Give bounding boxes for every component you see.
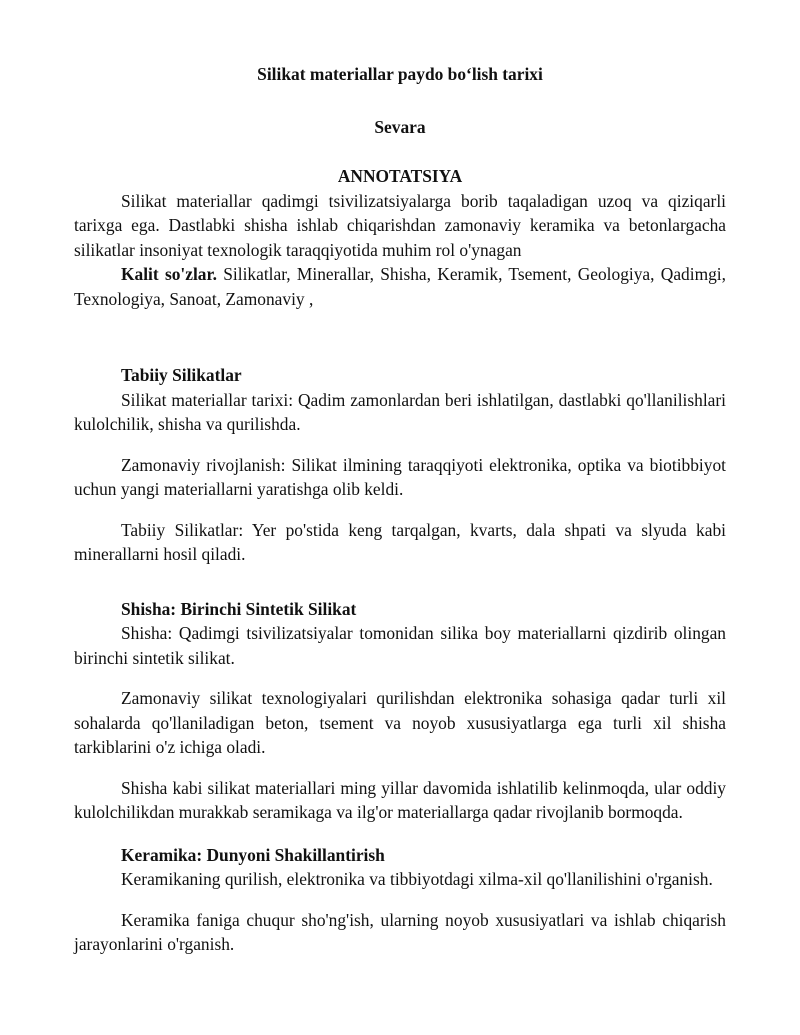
section-paragraph: Zamonaviy rivojlanish: Silikat ilmining taraqqiyoti elektronika, optika va biotibbiyot uchun yangi materiallarni yaratishga olib keldi. — [74, 454, 726, 499]
document-title: Silikat materiallar paydo bo‘lish tarixi — [257, 64, 543, 84]
annotation-heading: ANNOTATSIYA — [337, 166, 463, 186]
author-name: Sevara — [374, 116, 426, 137]
keywords-paragraph — [74, 262, 726, 311]
section-paragraph: Shisha kabi silikat materiallari ming yillar davomida ishlatilib kelinmoqda, ular oddiy kulolchilikdan murakkab seramikaga va ilg'or materiallarga qadar rivojlanib bormoqda. — [74, 777, 726, 822]
section-paragraph: Keramikaning qurilish, elektronika va tibbiyotdagi xilma-xil qo'llanilishini o'rganish. — [121, 869, 713, 889]
section-paragraph: Tabiiy Silikatlar: Yer po'stida keng tarqalgan, kvarts, dala shpati va slyuda kabi minerallarni hosil qiladi. — [74, 519, 726, 564]
section-paragraph: Shisha: Qadimgi tsivilizatsiyalar tomonidan silika boy materiallarni qizdirib olingan birinchi sintetik silikat. — [74, 623, 726, 668]
keywords-label: Kalit so'zlar. — [121, 264, 217, 284]
section-paragraph: Silikat materiallar tarixi: Qadim zamonlardan beri ishlatilgan, dastlabki qo'llanilishlari kulolchilik, shisha va qurilishda. — [74, 389, 726, 434]
section-paragraph: Zamonaviy silikat texnologiyalari qurilishdan elektronika sohasiga qadar turli xil sohalarda qo'llaniladigan beton, tsement va noyob xususiyatlarga ega turli xil shisha tarkiblarini o'z ichiga oladi. — [74, 688, 726, 757]
section-heading: Tabiiy Silikatlar — [121, 365, 242, 385]
section-heading: Keramika: Dunyoni Shakillantirish — [121, 844, 385, 865]
keywords-text: Silikatlar, Minerallar, Shisha, Keramik, Tsement, Geologiya, Qadimgi, Texnologiya, Sanoat, Zamonaviy , — [74, 264, 726, 309]
section-heading: Shisha: Birinchi Sintetik Silikat — [121, 598, 357, 619]
annotation-text: Silikat materiallar qadimgi tsivilizatsiyalarga borib taqaladigan uzoq va qiziqarli tarixga ega. Dastlabki shisha ishlab chiqarishdan zamonaviy keramika va betonlargacha silikatlar insoniyat texnologik taraqqiyotida muhim rol o'ynagan — [74, 190, 726, 260]
section-paragraph: Keramika faniga chuqur sho'ng'ish, ularning noyob xususiyatlari va ishlab chiqarish jarayonlarini o'rganish. — [74, 909, 726, 954]
